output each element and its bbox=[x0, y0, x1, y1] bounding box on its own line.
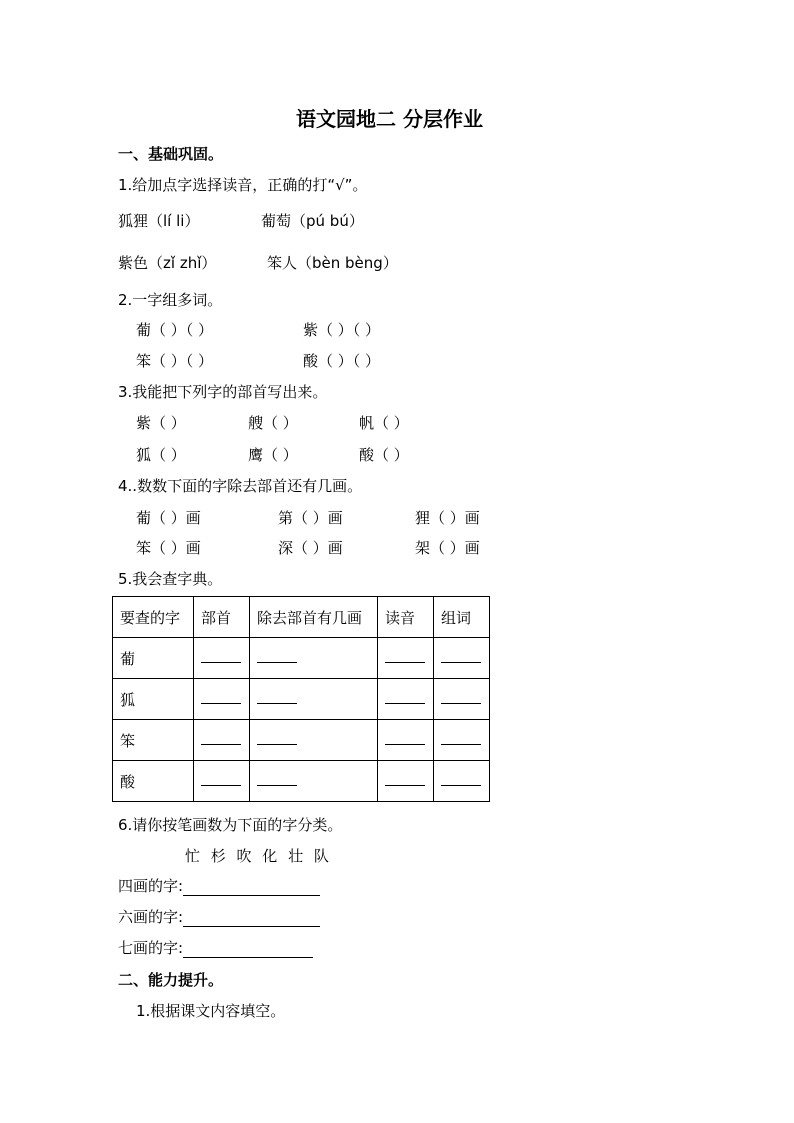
q1-options: （pú bú） bbox=[291, 212, 364, 230]
q2-cell: 紫（ ）（ ） bbox=[303, 321, 381, 339]
q6-line bbox=[118, 876, 320, 896]
q3-cell: 紫（ ） bbox=[136, 414, 186, 432]
blank-cell[interactable] bbox=[378, 638, 434, 679]
answer-line[interactable] bbox=[183, 941, 313, 958]
answer-blank[interactable] bbox=[441, 734, 481, 745]
table-row bbox=[113, 720, 490, 761]
answer-blank[interactable] bbox=[385, 652, 425, 663]
blank-cell[interactable] bbox=[378, 679, 434, 720]
table-row bbox=[113, 761, 490, 802]
table-header: 组词 bbox=[434, 597, 490, 638]
q6-char-list: 忙 杉 吹 化 壮 队 bbox=[185, 847, 332, 865]
q1-options: （zǐ zhǐ） bbox=[148, 254, 217, 272]
question-3-prompt: 3.我能把下列字的部首写出来。 bbox=[118, 383, 328, 401]
q1-options: （lí li） bbox=[148, 212, 200, 230]
question-6-prompt: 6.请你按笔画数为下面的字分类。 bbox=[118, 816, 343, 834]
answer-blank[interactable] bbox=[385, 693, 425, 704]
blank-cell[interactable] bbox=[378, 720, 434, 761]
dictionary-table bbox=[112, 596, 490, 802]
answer-blank[interactable] bbox=[257, 775, 297, 786]
q2-cell: 笨（ ）（ ） bbox=[136, 352, 214, 370]
answer-blank[interactable] bbox=[257, 693, 297, 704]
blank-cell[interactable] bbox=[378, 761, 434, 802]
q1-item bbox=[118, 253, 216, 273]
answer-blank[interactable] bbox=[441, 693, 481, 704]
table-cell-char: 酸 bbox=[113, 761, 194, 802]
blank-cell[interactable] bbox=[250, 638, 378, 679]
blank-cell[interactable] bbox=[434, 679, 490, 720]
table-header: 除去部首有几画 bbox=[250, 597, 378, 638]
answer-blank[interactable] bbox=[201, 652, 241, 663]
blank-cell[interactable] bbox=[194, 761, 250, 802]
answer-line[interactable] bbox=[183, 879, 320, 896]
table-row bbox=[113, 679, 490, 720]
q4-cell: 笨（ ）画 bbox=[136, 539, 201, 557]
table-header: 要查的字 bbox=[113, 597, 194, 638]
q1-word: 笨人 bbox=[267, 254, 298, 272]
table-row bbox=[113, 638, 490, 679]
q6-line-label: 六画的字: bbox=[118, 908, 184, 926]
blank-cell[interactable] bbox=[250, 761, 378, 802]
answer-blank[interactable] bbox=[201, 693, 241, 704]
q6-line-label: 七画的字: bbox=[118, 939, 184, 957]
section-heading-ability: 二、能力提升。 bbox=[118, 971, 224, 989]
section-heading-basic: 一、基础巩固。 bbox=[118, 145, 224, 163]
question-1-prompt: 1.给加点字选择读音，正确的打“√”。 bbox=[118, 176, 368, 194]
table-header: 部首 bbox=[194, 597, 250, 638]
table-header-row bbox=[113, 597, 490, 638]
page-title: 语文园地二 分层作业 bbox=[296, 107, 483, 131]
q4-cell: 狸（ ）画 bbox=[415, 509, 480, 527]
blank-cell[interactable] bbox=[250, 720, 378, 761]
q1-word: 狐狸 bbox=[118, 212, 149, 230]
q3-cell: 艘（ ） bbox=[248, 414, 298, 432]
q3-cell: 酸（ ） bbox=[359, 446, 409, 464]
section2-question-1-prompt: 1.根据课文内容填空。 bbox=[136, 1002, 286, 1020]
q6-line bbox=[118, 907, 320, 927]
table-cell-char: 葡 bbox=[113, 638, 194, 679]
question-2-prompt: 2.一字组多词。 bbox=[118, 291, 223, 309]
blank-cell[interactable] bbox=[434, 720, 490, 761]
blank-cell[interactable] bbox=[194, 720, 250, 761]
table-header: 读音 bbox=[378, 597, 434, 638]
q1-word: 葡萄 bbox=[261, 212, 292, 230]
blank-cell[interactable] bbox=[194, 638, 250, 679]
blank-cell[interactable] bbox=[434, 638, 490, 679]
answer-blank[interactable] bbox=[257, 652, 297, 663]
answer-blank[interactable] bbox=[257, 734, 297, 745]
blank-cell[interactable] bbox=[434, 761, 490, 802]
q4-cell: 第（ ）画 bbox=[278, 509, 343, 527]
answer-blank[interactable] bbox=[201, 775, 241, 786]
table-cell-char: 狐 bbox=[113, 679, 194, 720]
q2-cell: 酸（ ）（ ） bbox=[303, 352, 381, 370]
q1-item bbox=[267, 253, 398, 273]
blank-cell[interactable] bbox=[250, 679, 378, 720]
blank-cell[interactable] bbox=[194, 679, 250, 720]
q2-cell: 葡（ ）（ ） bbox=[136, 321, 214, 339]
q6-line-label: 四画的字: bbox=[118, 877, 184, 895]
answer-blank[interactable] bbox=[385, 775, 425, 786]
table-cell-char: 笨 bbox=[113, 720, 194, 761]
answer-blank[interactable] bbox=[441, 652, 481, 663]
answer-line[interactable] bbox=[183, 910, 320, 927]
answer-blank[interactable] bbox=[201, 734, 241, 745]
q1-word: 紫色 bbox=[118, 254, 149, 272]
question-4-prompt: 4..数数下面的字除去部首还有几画。 bbox=[118, 477, 363, 495]
q6-line bbox=[118, 938, 313, 958]
answer-blank[interactable] bbox=[385, 734, 425, 745]
q1-options: （bèn bèng） bbox=[297, 254, 398, 272]
q3-cell: 帆（ ） bbox=[359, 414, 409, 432]
q3-cell: 狐（ ） bbox=[136, 446, 186, 464]
q1-item bbox=[118, 211, 199, 231]
answer-blank[interactable] bbox=[441, 775, 481, 786]
q4-cell: 深（ ）画 bbox=[278, 539, 343, 557]
q4-cell: 葡（ ）画 bbox=[136, 509, 201, 527]
q3-cell: 鹰（ ） bbox=[248, 446, 298, 464]
question-5-prompt: 5.我会查字典。 bbox=[118, 570, 223, 588]
q1-item bbox=[261, 211, 364, 231]
q4-cell: 架（ ）画 bbox=[415, 539, 480, 557]
